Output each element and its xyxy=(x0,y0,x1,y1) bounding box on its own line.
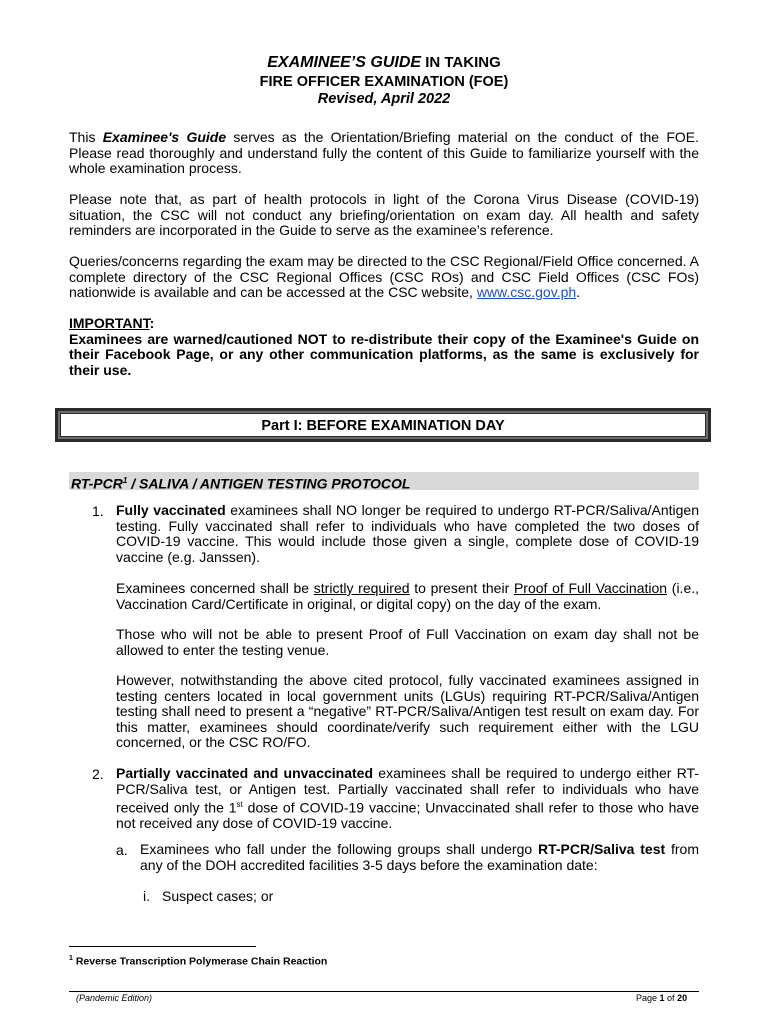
sub-a-text-a: Examinees who fall under the following groups shall undergo xyxy=(140,841,538,857)
sub-i-text: Suspect cases; or xyxy=(162,888,274,904)
total-pages: 20 xyxy=(677,993,688,1003)
footnote-ref: 1 xyxy=(122,476,128,485)
intro-paragraph-3 xyxy=(69,254,699,301)
sub-a-paragraph xyxy=(140,842,699,873)
p3-end: . xyxy=(576,284,581,300)
footnote-text: Reverse Transcription Polymerase Chain Reaction xyxy=(72,955,328,968)
item-1-number: 1. xyxy=(92,503,104,519)
p1-text-c: serves as the Orientation/Briefing material on the conduct of the FOE. Please read thoroughly and understand fully the content of this Guide to familiarize yourself with the whole examination process. xyxy=(69,129,700,176)
item-2-text-a: examinees shall be required to undergo either RT-PCR/Saliva test, or Antigen test. Partially vaccinated shall refer to individuals who have received only the 1 xyxy=(116,765,699,816)
item-1-paragraph-4: However, notwithstanding the above cited protocol, fully vaccinated examinees assigned in testing centers located in local government units (LGUs) requiring RT-PCR/Saliva/Antigen testing shall need to present a “negative” RT-PCR/Saliva/Antigen test result on exam day. For this matter, examinees should coordinate/verify such requirement either with the LGU concerned, or the CSC RO/FO. xyxy=(116,672,699,750)
of-label: of xyxy=(664,993,678,1003)
important-colon: : xyxy=(149,315,155,331)
footnote-number: 1 xyxy=(69,955,73,962)
item-1-paragraph xyxy=(116,503,699,565)
intro-paragraph-1 xyxy=(69,130,699,177)
sub-a-label: a. xyxy=(116,842,128,858)
sub-a-bold: RT-PCR/Saliva test xyxy=(537,841,666,857)
item-1-p2-b: to present their xyxy=(409,580,514,596)
item-2-text-b: dose of COVID-19 vaccine; Unvaccinated shall refer to those who have not received any dose of COVID-19 vaccine. xyxy=(116,799,699,832)
part-1-header-box xyxy=(55,408,711,442)
footer-divider xyxy=(69,991,699,992)
csc-website-link[interactable]: www.csc.gov.ph xyxy=(476,284,577,300)
item-1-bold: Fully vaccinated xyxy=(116,502,226,518)
item-2-number: 2. xyxy=(92,766,104,782)
footer-edition: (Pandemic Edition) xyxy=(76,993,153,1003)
item-2-paragraph xyxy=(116,766,699,832)
part-1-title: Part I: BEFORE EXAMINATION DAY xyxy=(60,413,706,437)
p3-text: Queries/concerns regarding the exam may be directed to the CSC Regional/Field Office concerned. A complete directory of the CSC Regional Offices (CSC ROs) and CSC Field Offices (CSC FOs) nationwide is available and can be accessed at the CSC website, xyxy=(69,253,699,300)
footnote-divider xyxy=(69,946,256,947)
doc-subtitle: FIRE OFFICER EXAMINATION (FOE) xyxy=(259,74,509,90)
item-1-p2-proof: Proof of Full Vaccination xyxy=(513,580,668,596)
doc-title xyxy=(0,54,768,72)
item-1-paragraph-2 xyxy=(116,581,699,612)
item-2-bold: Partially vaccinated and unvaccinated xyxy=(116,765,374,781)
important-text: Examinees are warned/cautioned NOT to re-distribute their copy of the Examinee's Guide on their Facebook Page, or any other communication platforms, as the same is exclusively for their use. xyxy=(69,330,699,378)
item-1-p2-a: Examinees concerned shall be xyxy=(116,580,314,596)
intro-paragraph-2: Please note that, as part of health protocols in light of the Corona Virus Disease (COVID-19) situation, the CSC will not conduct any briefing/orientation on exam day. All health and safety reminders are incorporated in the Guide to serve as the examinee’s reference. xyxy=(69,191,699,238)
section-title: RT-PCR xyxy=(71,475,123,492)
doc-revision: Revised, April 2022 xyxy=(317,91,451,107)
section-title-rest: / SALIVA / ANTIGEN TESTING PROTOCOL xyxy=(127,475,411,492)
item-1-paragraph-3: Those who will not be able to present Proof of Full Vaccination on exam day shall not be allowed to enter the testing venue. xyxy=(116,626,699,658)
title-guide: EXAMINEE’S GUIDE xyxy=(267,54,422,71)
page-label: Page xyxy=(636,993,660,1003)
section-heading xyxy=(69,472,699,490)
item-1-p2-strictly: strictly required xyxy=(313,580,410,596)
current-page: 1 xyxy=(659,993,665,1003)
p1-text-a: This xyxy=(69,129,103,145)
item-2-sup: st xyxy=(236,800,243,809)
title-rest: IN TAKING xyxy=(421,54,501,71)
sub-i-label: i. xyxy=(143,888,150,904)
important-block xyxy=(69,316,699,378)
important-label: IMPORTANT xyxy=(69,315,150,331)
item-1-text: examinees shall NO longer be required to undergo RT-PCR/Saliva/Antigen testing. Fully vaccinated shall refer to individuals who have completed the two doses of COVID-19 vaccine. This would include those given a single, complete dose of COVID-19 vaccine (e.g. Janssen). xyxy=(116,502,699,565)
item-1-p2-c: (i.e., Vaccination Card/Certificate in original, or digital copy) on the day of the exam. xyxy=(116,580,700,612)
p1-guide-name: Examinee's Guide xyxy=(102,129,227,145)
sub-a-text-b: from any of the DOH accredited facilities 3-5 days before the examination date: xyxy=(140,841,699,873)
footnote xyxy=(69,955,327,968)
footer-page-number xyxy=(636,993,687,1003)
